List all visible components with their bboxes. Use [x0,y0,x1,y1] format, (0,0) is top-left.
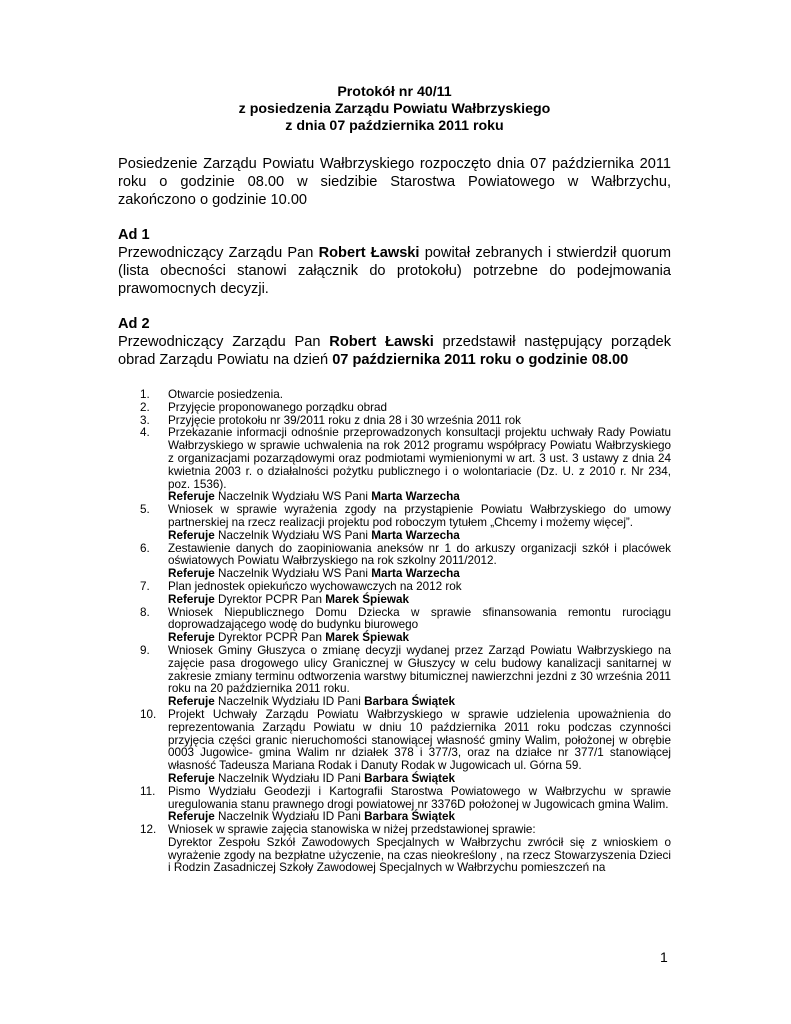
title-line-2: z posiedzenia Zarządu Powiatu Wałbrzyskiego [238,101,551,117]
agenda-item-number: 9. [140,643,150,657]
referent-label: Referuje [168,771,215,785]
agenda-item-number: 11. [140,784,156,798]
agenda-item [118,607,671,645]
referent-role: Naczelnik Wydziału WS Pani [214,490,372,504]
ad2-mid: przedstawił następujący porządek obrad Zarządu Powiatu na dzień [118,334,671,368]
agenda-item-text: Przyjęcie proponowanego porządku obrad [168,400,387,414]
referent-role: Dyrektor PCPR Pan [214,631,326,645]
agenda-item-detail: Dyrektor Zespołu Szkół Zawodowych Specjalnych w Wałbrzychu zwrócił się z wnioskiem o wyrażenie zgody na bezpłatne użyczenie, na czas nieokreślony , na rzecz Stowarzyszenia Dzieci i Rodzin Zasadniczej Szkoły Zawodowej Specjalnych w Wałbrzychu pomieszczeń na [168,835,671,875]
ad1-pre: Przewodniczący Zarządu Pan [118,245,319,261]
ad1-post: powitał zebranych i stwierdził quorum (lista obecności stanowi załącznik do protokołu) potrzebne do podejmowania prawomocnych decyzji. [118,245,672,297]
agenda-item [118,645,671,709]
agenda-item-number: 12. [140,823,157,837]
referent-label: Referuje [168,631,215,645]
referent-name: Barbara Świątek [364,695,456,709]
referent-name: Marek Śpiewak [325,592,410,606]
agenda-item-number: 6. [140,541,150,555]
referent-role: Naczelnik Wydziału ID Pani [214,771,365,785]
ad1-heading: Ad 1 [118,227,150,243]
referent-role: Naczelnik Wydziału ID Pani [214,695,365,709]
ad2-pre: Przewodniczący Zarządu Pan [118,334,330,350]
referent-label: Referuje [168,810,215,824]
referent-role: Dyrektor PCPR Pan [214,592,326,606]
referent-name: Barbara Świątek [364,810,456,824]
ad2-chair-name: Robert Ławski [329,334,434,350]
agenda-item-text: Plan jednostek opiekuńczo wychowawczych na 2012 rok [168,579,462,593]
ad1-chair-name: Robert Ławski [318,245,420,261]
referent-name: Marek Śpiewak [325,631,410,645]
agenda-item-referent [168,696,671,709]
agenda-item-referent [168,773,671,786]
agenda-item [118,709,671,786]
agenda-item-number: 8. [140,605,150,619]
agenda-item-text: Otwarcie posiedzenia. [168,388,283,401]
ad1-paragraph [118,244,671,298]
agenda-item [118,402,671,415]
ad2-paragraph [118,333,671,369]
agenda-item [118,543,671,581]
agenda-item [118,504,671,542]
referent-name: Barbara Świątek [364,771,456,785]
agenda-item [118,389,671,402]
referent-label: Referuje [168,528,215,542]
referent-name: Marta Warzecha [371,490,460,504]
referent-role: Naczelnik Wydziału WS Pani [214,528,372,542]
agenda-item-number: 7. [140,579,150,593]
agenda-item-number: 4. [140,426,150,440]
agenda-item-text: Projekt Uchwały Zarządu Powiatu Wałbrzyskiego w sprawie udzielenia upoważnienia do reprezentowania Zarządu Powiatu w dniu 10 października 2011 roku podczas czynności przyjęcia części granic nieruchomości stanowiącej własność gminy Walim, położonej w obrębie 0003 Jugowice- gmina Walim nr działek 378 i 377/3, oraz na działce nr 377/1 stanowiącej własność Tadeusza Mariana Rodak i Danuty Rodak w Jugowicach ul. Górna 59. [168,707,671,773]
agenda-item-text: Przyjęcie protokołu nr 39/2011 roku z dnia 28 i 30 września 2011 rok [168,413,521,427]
agenda-item-number: 3. [140,413,150,427]
agenda-item-text: Zestawienie danych do zaopiniowania aneksów nr 1 do arkuszy organizacji szkół i placówek oświatowych Powiatu Wałbrzyskiego na rok szkolny 2011/2012. [168,541,671,568]
agenda-list [118,389,671,875]
title-line-3: z dnia 07 października 2011 roku [285,118,504,134]
referent-name: Marta Warzecha [371,528,460,542]
agenda-item [118,581,671,607]
referent-role: Naczelnik Wydziału WS Pani [214,567,372,581]
agenda-item [118,427,671,504]
agenda-item-text: Wniosek w sprawie zajęcia stanowiska w niżej przedstawionej sprawie: [168,823,536,837]
agenda-item-number: 2. [140,400,150,414]
agenda-item-text: Wniosek Gminy Głuszyca o zmianę decyzji wydanej przez Zarząd Powiatu Wałbrzyskiego na zajęcie pasa drogowego ulicy Granicznej w Głuszycy w celu budowy kanalizacji sanitarnej w zakresie zmiany terminu odtworzenia warstwy bitumicznej nawierzchni jezdni z 30 września 2011 roku na 20 października 2011 roku. [168,643,671,696]
referent-name: Marta Warzecha [371,567,460,581]
intro-paragraph: Posiedzenie Zarządu Powiatu Wałbrzyskiego rozpoczęto dnia 07 października 2011 roku o godzinie 08.00 w siedzibie Starostwa Powiatowego w Wałbrzychu, zakończono o godzinie 10.00 [118,156,671,208]
ad2-heading: Ad 2 [118,316,150,332]
agenda-item-referent [168,530,671,543]
agenda-item-text: Wniosek w sprawie wyrażenia zgody na przystąpienie Powiatu Wałbrzyskiego do umowy partnerskiej na rzecz realizacji projektu pod roboczym tytułem „Chcemy i możemy więcej”. [168,503,671,529]
agenda-item-referent [168,594,671,607]
referent-label: Referuje [168,592,215,606]
agenda-item-number: 10. [140,707,157,721]
referent-label: Referuje [168,567,215,581]
referent-label: Referuje [168,695,215,709]
ad2-date: 07 października 2011 roku o godzinie 08.00 [332,352,629,368]
agenda-item-number: 5. [140,503,150,517]
agenda-item-text: Pismo Wydziału Geodezji i Kartografii Starostwa Powiatowego w Wałbrzychu w sprawie uregulowania stanu prawnego drogi powiatowej nr 3376D położonej w Jugowicach gmina Walim. [168,784,671,811]
page-number: 1 [660,949,668,965]
agenda-item-text: Przekazanie informacji odnośnie przeprowadzonych konsultacji projektu uchwały Rady Powiatu Wałbrzyskiego w sprawie uchwalenia na rok 2012 programu współpracy Powiatu Wałbrzyskiego z organizacjami pozarządowymi oraz podmiotami wymienionymi w art. 3 ust. 3 ustawy z dnia 24 kwietnia 2003 r. o działalności pożytku publicznego i o wolontariacie (Dz. U. z 2010 r. Nr 234, poz. 1536). [168,426,671,491]
document-title [118,84,671,135]
referent-role: Naczelnik Wydziału ID Pani [214,810,365,824]
referent-label: Referuje [168,490,215,504]
document-page [118,84,671,875]
agenda-item [118,786,671,824]
agenda-item-number: 1. [140,388,150,401]
agenda-item-text: Wniosek Niepublicznego Domu Dziecka w sprawie sfinansowania remontu rurociągu doprowadzającego wodę do budynku biurowego [168,605,671,632]
agenda-item [118,824,671,875]
title-line-1: Protokół nr 40/11 [337,84,452,100]
